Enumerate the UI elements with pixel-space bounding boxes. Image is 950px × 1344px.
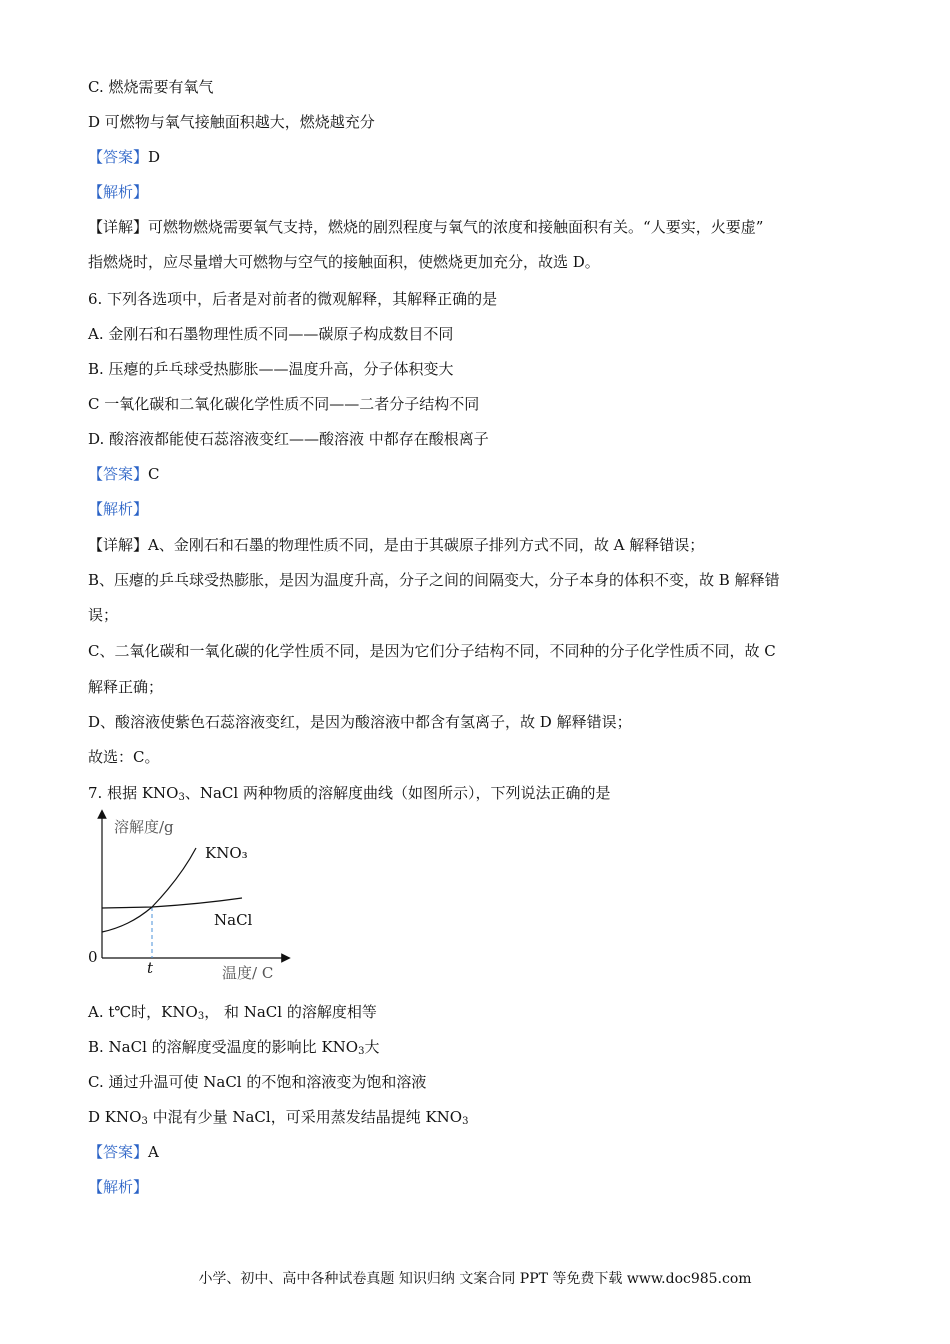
solubility-chart <box>80 808 310 988</box>
q6-detail-a <box>88 535 704 555</box>
detail-text: 可燃物燃烧需要氧气支持，燃烧的剧烈程度与氧气的浓度和接触面积有关。“人要实，火要虚” <box>148 218 764 236</box>
detail-text: A、金刚石和石墨的物理性质不同，是由于其碳原子排列方式不同，故 A 解释错误； <box>148 536 705 554</box>
series-nacl-label: NaCl <box>214 911 253 929</box>
q6-conclusion: 故选：C。 <box>88 748 160 766</box>
q7-answer <box>88 1142 159 1162</box>
opt-prefix: D KNO <box>88 1108 142 1126</box>
stem-prefix: 7. 根据 KNO <box>88 784 179 802</box>
answer-value: D <box>148 148 161 166</box>
q7-option-c: C. 通过升温可使 NaCl 的不饱和溶液变为饱和溶液 <box>88 1073 427 1091</box>
detail-label: 【详解】 <box>88 536 149 554</box>
q6-detail-c1: C、二氧化碳和一氧化碳的化学性质不同，是因为它们分子结构不同，不同种的分子化学性质不同，故 C <box>88 642 776 660</box>
answer-label: 【答案】 <box>88 148 149 166</box>
answer-value: A <box>148 1143 159 1161</box>
q6-detail-c2: 解释正确； <box>88 678 164 696</box>
opt-prefix: B. NaCl 的溶解度受温度的影响比 KNO <box>88 1038 359 1056</box>
q6-detail-b2: 误； <box>88 606 119 624</box>
q6-detail-d: D、酸溶液使紫色石蕊溶液变红，是因为酸溶液中都含有氢离子，故 D 解释错误； <box>88 713 632 731</box>
q5-option-c: C. 燃烧需要有氧气 <box>88 78 214 96</box>
q6-stem: 6. 下列各选项中，后者是对前者的微观解释，其解释正确的是 <box>88 290 498 308</box>
detail-label: 【详解】 <box>88 218 149 236</box>
q6-option-a: A. 金刚石和石墨物理性质不同——碳原子构成数目不同 <box>88 325 454 343</box>
subscript: 3 <box>462 1116 469 1127</box>
opt-prefix: A. t℃时，KNO <box>88 1003 198 1021</box>
subscript: 3 <box>178 792 185 803</box>
q7-option-a <box>88 1002 377 1027</box>
q6-analysis-label: 【解析】 <box>88 500 149 518</box>
stem-suffix: 、NaCl 两种物质的溶解度曲线（如图所示），下列说法正确的是 <box>184 784 611 802</box>
answer-value: C <box>148 465 160 483</box>
q7-stem <box>88 783 610 808</box>
q6-answer <box>88 464 160 484</box>
series-kno3-label: KNO₃ <box>205 844 248 862</box>
opt-suffix: 大 <box>364 1038 380 1056</box>
q5-answer <box>88 147 160 167</box>
series-kno3-line <box>102 848 196 932</box>
subscript: 3 <box>141 1116 148 1127</box>
page-footer: 小学、初中、高中各种试卷真题 知识归纳 文案合同 PPT 等免费下载 www.doc985.com <box>198 1271 752 1287</box>
subscript: 3 <box>358 1046 365 1057</box>
q6-option-d: D. 酸溶液都能使石蕊溶液变红——酸溶液 中都存在酸根离子 <box>88 430 489 448</box>
opt-mid: 中混有少量 NaCl，可采用蒸发结晶提纯 KNO <box>147 1108 463 1126</box>
q5-option-d: D 可燃物与氧气接触面积越大，燃烧越充分 <box>88 113 375 131</box>
q7-analysis-label: 【解析】 <box>88 1178 149 1196</box>
q5-detail-line1 <box>88 217 763 237</box>
q6-option-c: C 一氧化碳和二氧化碳化学性质不同——二者分子结构不同 <box>88 395 480 413</box>
q7-option-d <box>88 1107 468 1132</box>
q6-option-b: B. 压瘪的乒乓球受热膨胀——温度升高，分子体积变大 <box>88 360 454 378</box>
q5-analysis-label: 【解析】 <box>88 183 149 201</box>
origin-label: 0 <box>88 948 98 966</box>
answer-label: 【答案】 <box>88 1143 149 1161</box>
q7-option-b <box>88 1037 379 1062</box>
x-axis-label: 温度/ C <box>222 964 274 982</box>
opt-suffix: ， 和 NaCl 的溶解度相等 <box>204 1003 377 1021</box>
answer-label: 【答案】 <box>88 465 149 483</box>
subscript: 3 <box>197 1011 205 1022</box>
x-tick-t: t <box>147 959 154 977</box>
q6-detail-b1: B、压瘪的乒乓球受热膨胀，是因为温度升高，分子之间的间隔变大，分子本身的体积不变，故 B 解释错 <box>88 571 780 589</box>
q5-detail-line2: 指燃烧时，应尽量增大可燃物与空气的接触面积，使燃烧更加充分，故选 D。 <box>88 253 600 271</box>
series-nacl-line <box>102 898 242 908</box>
y-axis-label: 溶解度/g <box>114 818 174 836</box>
